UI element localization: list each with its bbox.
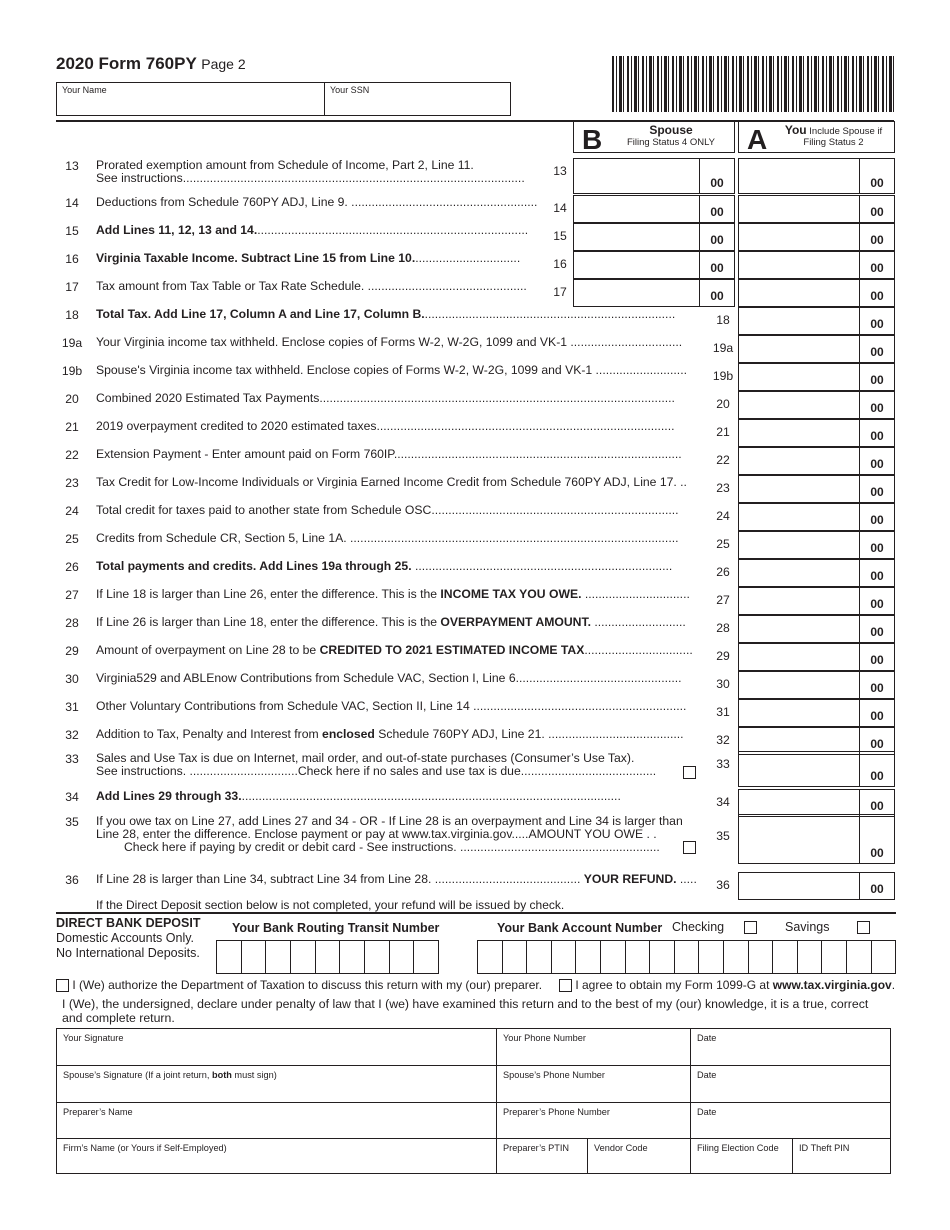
column-b-header <box>573 121 735 153</box>
cents-divider <box>859 671 860 699</box>
line-description <box>96 159 573 185</box>
line-description <box>96 336 698 349</box>
cents-value: 00 <box>870 317 884 331</box>
cents-divider <box>859 587 860 615</box>
your-date-field[interactable] <box>691 1029 890 1066</box>
line-description <box>96 392 698 405</box>
cents-value: 00 <box>710 233 724 247</box>
cents-value: 00 <box>870 401 884 415</box>
line-reference: 31 <box>716 705 730 719</box>
line-reference: 21 <box>716 425 730 439</box>
line-description <box>96 504 698 517</box>
line-reference: 19b <box>712 369 734 383</box>
cents-value: 00 <box>870 769 884 783</box>
direct-deposit-title-block <box>56 916 200 961</box>
line-description <box>96 790 698 803</box>
cents-divider <box>859 475 860 503</box>
cents-divider <box>859 419 860 447</box>
your-ssn-label: Your SSN <box>330 85 370 95</box>
line-text-text2: Line 28, enter the difference. Enclose payment or pay at www.tax.virginia.gov.....AMOUNT YOU OWE . . <box>96 827 657 841</box>
line-text-text: YOUR REFUND. <box>583 873 677 886</box>
preparer-authorization-text: I (We) authorize the Department of Taxation to discuss this return with my (our) preparer. <box>72 978 543 992</box>
cents-divider <box>859 223 860 251</box>
form-1099g-site: www.tax.virginia.gov <box>772 978 892 992</box>
cents-value: 00 <box>870 373 884 387</box>
cents-divider <box>859 279 860 307</box>
line-23 <box>56 475 896 503</box>
line-36 <box>56 872 896 900</box>
line-number: 32 <box>65 728 79 742</box>
line-reference: 28 <box>716 621 730 635</box>
cents-value: 00 <box>870 569 884 583</box>
your-signature-label: Your Signature <box>63 1033 124 1043</box>
line-33-checkbox[interactable] <box>683 766 696 779</box>
column-a-subtitle-2: Filing Status 2 <box>803 137 864 148</box>
cents-divider <box>699 195 700 223</box>
signature-section <box>56 1028 891 1174</box>
line-reference: 14 <box>553 201 567 215</box>
line-text-text: 2019 overpayment credited to 2020 estimated taxes........................................................................................ <box>96 420 675 433</box>
line-reference: 15 <box>553 229 567 243</box>
line-number: 36 <box>65 873 79 887</box>
spouse-phone-field[interactable] <box>497 1066 691 1103</box>
line-34 <box>56 789 896 817</box>
line-reference: 17 <box>553 285 567 299</box>
cents-value: 00 <box>710 289 724 303</box>
preparer-phone-label: Preparer’s Phone Number <box>503 1107 610 1117</box>
cents-divider <box>699 223 700 251</box>
savings-option <box>785 920 870 934</box>
line-number: 29 <box>65 644 79 658</box>
line-reference: 24 <box>716 509 730 523</box>
line-22 <box>56 447 896 475</box>
line-description <box>96 815 698 854</box>
line-description <box>96 196 573 209</box>
line-reference: 18 <box>716 313 730 327</box>
line-35 <box>56 814 896 864</box>
spouse-date-field[interactable] <box>691 1066 890 1103</box>
cents-value: 00 <box>870 681 884 695</box>
savings-label: Savings <box>785 920 830 934</box>
line-26 <box>56 559 896 587</box>
preparer-authorization <box>56 978 542 992</box>
spouse-signature-both: both <box>211 1070 232 1080</box>
line-text-text: Spouse's Virginia income tax withheld. Enclose copies of Forms W-2, W-2G, 1099 and VK-1 ........................... <box>96 364 687 377</box>
cents-divider <box>859 335 860 363</box>
direct-deposit-sub1: Domestic Accounts Only. <box>56 931 195 945</box>
line-24 <box>56 503 896 531</box>
cents-divider <box>859 503 860 531</box>
line-text-tail: ................................................................................................................ <box>241 790 621 803</box>
line-reference: 27 <box>716 593 730 607</box>
your-name-field[interactable] <box>57 83 325 115</box>
line-13 <box>56 158 896 194</box>
line-14 <box>56 195 896 223</box>
line-description <box>96 252 573 265</box>
line-reference: 20 <box>716 397 730 411</box>
line-text-text: Tax amount from Tax Table or Tax Rate Schedule. ............................................... <box>96 280 527 293</box>
cents-divider <box>859 872 860 900</box>
line-text-text: If you owe tax on Line 27, add Lines 27 and 34 - OR - If Line 28 is an overpayment and Line 34 is larger than <box>96 815 683 828</box>
preparer-name-field[interactable] <box>57 1103 497 1139</box>
cents-divider <box>859 195 860 223</box>
vendor-code-label: Vendor Code <box>594 1143 648 1153</box>
cents-value: 00 <box>870 513 884 527</box>
line-description <box>96 728 698 741</box>
line-text-text2: See instructions..................................................................................................... <box>96 171 525 185</box>
line-number: 27 <box>65 588 79 602</box>
cents-divider <box>859 391 860 419</box>
cents-value: 00 <box>710 176 724 190</box>
line-number: 31 <box>65 700 79 714</box>
line-text-tail: .......................................................................... <box>424 308 676 321</box>
line-text-text: Credits from Schedule CR, Section 5, Line 1A. ................................................................................................. <box>96 532 679 545</box>
cents-divider <box>859 158 860 194</box>
cents-value: 00 <box>870 176 884 190</box>
line-number: 25 <box>65 532 79 546</box>
column-b-letter: B <box>582 124 603 155</box>
cents-value: 00 <box>870 289 884 303</box>
line-text-text: Add Lines 11, 12, 13 and 14. <box>96 224 258 237</box>
column-a-subtitle-1: Include Spouse if <box>809 126 883 137</box>
checking-checkbox[interactable] <box>744 921 757 934</box>
line-text-tail: ................................ <box>584 644 693 657</box>
your-ssn-field[interactable] <box>325 83 510 115</box>
line-text-text: Sales and Use Tax is due on Internet, mail order, and out-of-state purchases (Consumer’s Use Tax). <box>96 752 635 765</box>
your-signature-field[interactable] <box>57 1029 497 1066</box>
cents-value: 00 <box>870 205 884 219</box>
line-description <box>96 560 698 573</box>
routing-number-boxes[interactable] <box>216 940 439 974</box>
id-theft-pin-label: ID Theft PIN <box>799 1143 850 1153</box>
cents-divider <box>859 251 860 279</box>
cents-divider <box>859 531 860 559</box>
column-b-title: Spouse <box>649 123 693 137</box>
cents-value: 00 <box>870 799 884 813</box>
line-text-text: Your Virginia income tax withheld. Enclose copies of Forms W-2, W-2G, 1099 and VK-1 ................................. <box>96 336 683 349</box>
line-19b <box>56 363 896 391</box>
line-description <box>96 873 698 886</box>
direct-deposit-rule <box>56 912 896 914</box>
line-reference: 19a <box>712 341 734 355</box>
line-text-text: Add Lines 29 through 33. <box>96 790 242 803</box>
cents-divider <box>859 615 860 643</box>
vendor-code-field[interactable] <box>588 1139 691 1173</box>
filing-election-code-field[interactable] <box>691 1139 793 1173</box>
form-1099g-consent: I agree to obtain my Form 1099-G at www.tax.virginia.gov. <box>559 978 895 992</box>
line-description <box>96 420 698 433</box>
line-number: 30 <box>65 672 79 686</box>
line-text-text: Total payments and credits. Add Lines 19a through 25. <box>96 560 412 573</box>
cents-value: 00 <box>870 653 884 667</box>
line-number: 14 <box>65 196 79 210</box>
line-number: 16 <box>65 252 79 266</box>
line-number: 20 <box>65 392 79 406</box>
line-number: 18 <box>65 308 79 322</box>
line-text-text: INCOME TAX YOU OWE. <box>440 588 582 601</box>
routing-number-label: Your Bank Routing Transit Number <box>232 921 440 935</box>
line-number: 19b <box>61 364 83 378</box>
firm-name-label: Firm’s Name (or Yours if Self-Employed) <box>63 1143 227 1153</box>
cents-value: 00 <box>870 485 884 499</box>
line-text-pre: Amount of overpayment on Line 28 to be <box>96 644 320 657</box>
line-description <box>96 700 698 713</box>
line-reference: 35 <box>716 829 730 843</box>
cents-divider <box>859 751 860 787</box>
name-ssn-box <box>56 82 511 116</box>
line-31 <box>56 699 896 727</box>
line-number: 34 <box>65 790 79 804</box>
line-text-text: CREDITED TO 2021 ESTIMATED INCOME TAX <box>319 644 585 657</box>
column-a-title: You <box>784 123 807 137</box>
line-30 <box>56 671 896 699</box>
form-1099g-checkbox[interactable] <box>559 979 572 992</box>
line-number: 17 <box>65 280 79 294</box>
cents-divider <box>699 251 700 279</box>
cents-value: 00 <box>870 345 884 359</box>
spouse-signature-field[interactable] <box>57 1066 497 1103</box>
spouse-date-label: Date <box>697 1070 717 1080</box>
line-text-text: Combined 2020 Estimated Tax Payments......................................................................................................... <box>96 392 675 405</box>
form-title <box>56 54 246 74</box>
preparer-phone-field[interactable] <box>497 1103 691 1139</box>
line-number: 13 <box>65 159 79 173</box>
line-16 <box>56 251 896 279</box>
line-number: 35 <box>65 815 79 829</box>
line-number: 15 <box>65 224 79 238</box>
line-text-tail: ..... <box>676 873 697 886</box>
cents-value: 00 <box>870 233 884 247</box>
preparer-authorization-checkbox[interactable] <box>56 979 69 992</box>
line-20 <box>56 391 896 419</box>
line-28 <box>56 615 896 643</box>
line-text-pre: If Line 18 is larger than Line 26, enter the difference. This is the <box>96 588 441 601</box>
line-reference: 32 <box>716 733 730 747</box>
line-text-text: Other Voluntary Contributions from Schedule VAC, Section II, Line 14 ............................................................... <box>96 700 687 713</box>
account-number-boxes[interactable] <box>477 940 896 974</box>
line-21 <box>56 419 896 447</box>
line-description <box>96 308 698 321</box>
line-text-tail: ............................... <box>581 588 690 601</box>
spouse-phone-label: Spouse’s Phone Number <box>503 1070 605 1080</box>
column-a-header <box>738 121 895 153</box>
line-text-pre: If Line 26 is larger than Line 18, enter the difference. This is the <box>96 616 441 629</box>
preparer-ptin-label: Preparer’s PTIN <box>503 1143 570 1153</box>
line-reference: 13 <box>553 164 567 178</box>
line-reference: 25 <box>716 537 730 551</box>
spouse-signature-label-end: must sign) <box>231 1070 277 1080</box>
line-text-text: Deductions from Schedule 760PY ADJ, Line 9. ....................................................... <box>96 196 538 209</box>
column-b-subtitle: Filing Status 4 ONLY <box>626 137 715 148</box>
id-theft-pin-field[interactable] <box>793 1139 890 1173</box>
line-number: 24 <box>65 504 79 518</box>
line-text-text: Extension Payment - Enter amount paid on Form 760IP..................................................................................... <box>96 448 682 461</box>
line-text-text: enclosed <box>322 728 375 741</box>
line-text-text: Prorated exemption amount from Schedule of Income, Part 2, Line 11. <box>96 159 474 172</box>
savings-checkbox[interactable] <box>857 921 870 934</box>
cents-divider <box>859 363 860 391</box>
preparer-date-label: Date <box>697 1107 717 1117</box>
line-text-pre: Addition to Tax, Penalty and Interest from <box>96 728 323 741</box>
line-description <box>96 672 698 685</box>
line-reference: 33 <box>716 757 730 771</box>
line-description <box>96 644 698 657</box>
cents-value: 00 <box>870 882 884 896</box>
preparer-date-field[interactable] <box>691 1103 890 1139</box>
line-reference: 29 <box>716 649 730 663</box>
cents-divider <box>859 699 860 727</box>
line-15 <box>56 223 896 251</box>
line-33 <box>56 751 896 787</box>
cents-divider <box>859 789 860 817</box>
line-number: 28 <box>65 616 79 630</box>
line-reference: 34 <box>716 795 730 809</box>
cents-value: 00 <box>870 457 884 471</box>
line-reference: 26 <box>716 565 730 579</box>
line-description <box>96 476 698 489</box>
line-reference: 36 <box>716 878 730 892</box>
declaration-text: I (We), the undersigned, declare under penalty of law that I (we) have examined this return and to the best of my (our) knowledge, it is a true, correct and complete return. <box>62 997 869 1025</box>
direct-deposit-title: DIRECT BANK DEPOSIT <box>56 916 201 930</box>
checking-label: Checking <box>672 920 725 934</box>
line-description <box>96 616 698 629</box>
preparer-name-label: Preparer’s Name <box>63 1107 133 1117</box>
line-text-text: Total Tax. Add Line 17, Column A and Line 17, Column B. <box>96 308 425 321</box>
account-number-label: Your Bank Account Number <box>497 921 663 935</box>
line-reference: 22 <box>716 453 730 467</box>
firm-name-field[interactable] <box>57 1139 497 1173</box>
line-description <box>96 532 698 545</box>
line-text-text: Virginia529 and ABLEnow Contributions from Schedule VAC, Section I, Line 6................................................. <box>96 672 682 685</box>
your-date-label: Date <box>697 1033 717 1043</box>
cents-divider <box>699 158 700 194</box>
line-29 <box>56 643 896 671</box>
cents-divider <box>859 643 860 671</box>
line-number: 22 <box>65 448 79 462</box>
line-number: 19a <box>61 336 83 350</box>
preparer-ptin-field[interactable] <box>497 1139 588 1173</box>
cents-divider <box>859 559 860 587</box>
line-text-text: Total credit for taxes paid to another state from Schedule OSC......................................................................... <box>96 504 679 517</box>
cents-value: 00 <box>870 597 884 611</box>
line-text-text: Tax Credit for Low-Income Individuals or Virginia Earned Income Credit from Schedule 760PY ADJ, Line 17. .. <box>96 476 687 489</box>
cents-value: 00 <box>870 261 884 275</box>
line-number: 26 <box>65 560 79 574</box>
cents-value: 00 <box>870 429 884 443</box>
checking-option <box>672 920 757 934</box>
cents-value: 00 <box>870 541 884 555</box>
line-17 <box>56 279 896 307</box>
line-description <box>96 752 698 778</box>
spouse-signature-label: Spouse’s Signature (If a joint return, <box>63 1070 212 1080</box>
line-text-text: Virginia Taxable Income. Subtract Line 15 from Line 10. <box>96 252 416 265</box>
cents-divider <box>699 279 700 307</box>
your-phone-label: Your Phone Number <box>503 1033 586 1043</box>
form-title-text: 2020 Form 760PY <box>56 54 197 73</box>
cents-divider <box>859 814 860 864</box>
cents-value: 00 <box>870 709 884 723</box>
line-text-text: OVERPAYMENT AMOUNT. <box>440 616 591 629</box>
your-phone-field[interactable] <box>497 1029 691 1066</box>
line-27 <box>56 587 896 615</box>
column-a-letter: A <box>747 124 768 155</box>
line-18 <box>56 307 896 335</box>
form-1099g-text: I agree to obtain my Form 1099-G at <box>575 978 773 992</box>
line-description <box>96 224 573 237</box>
line-reference: 30 <box>716 677 730 691</box>
line-description <box>96 448 698 461</box>
line-description <box>96 364 698 377</box>
cents-value: 00 <box>870 846 884 860</box>
line-text-text2: See instructions. ................................Check here if no sales and use tax is due........................................ <box>96 764 657 778</box>
line-text-pre: If Line 28 is larger than Line 34, subtract Line 34 from Line 28. ........................................... <box>96 873 584 886</box>
cents-divider <box>859 447 860 475</box>
cents-divider <box>859 307 860 335</box>
page-number: Page 2 <box>201 56 246 72</box>
barcode-image <box>612 56 894 112</box>
line-description <box>96 588 698 601</box>
cents-value: 00 <box>870 737 884 751</box>
cents-value: 00 <box>870 625 884 639</box>
line-text-tail: ............................... <box>415 252 521 265</box>
line-text-tail: Schedule 760PY ADJ, Line 21. ........................................ <box>374 728 684 741</box>
line-text-tail: ........................... <box>590 616 686 629</box>
line-number: 21 <box>65 420 79 434</box>
line-19a <box>56 335 896 363</box>
filing-election-code-label: Filing Election Code <box>697 1143 779 1153</box>
line-reference: 16 <box>553 257 567 271</box>
your-name-label: Your Name <box>62 85 107 95</box>
line-text-tail: ................................................................................ <box>257 224 529 237</box>
direct-deposit-note: If the Direct Deposit section below is not completed, your refund will be issued by check. <box>96 898 565 912</box>
line-number: 23 <box>65 476 79 490</box>
cents-value: 00 <box>710 261 724 275</box>
line-25 <box>56 531 896 559</box>
line-text-tail: ............................................................................ <box>411 560 673 573</box>
line-number: 33 <box>65 752 79 766</box>
direct-deposit-sub2: No International Deposits. <box>56 946 200 960</box>
line-35-checkbox[interactable] <box>683 841 696 854</box>
cents-value: 00 <box>710 205 724 219</box>
line-reference: 23 <box>716 481 730 495</box>
line-text-text3: Check here if paying by credit or debit card - See instructions. ........................................................... <box>124 840 660 854</box>
line-description <box>96 280 573 293</box>
